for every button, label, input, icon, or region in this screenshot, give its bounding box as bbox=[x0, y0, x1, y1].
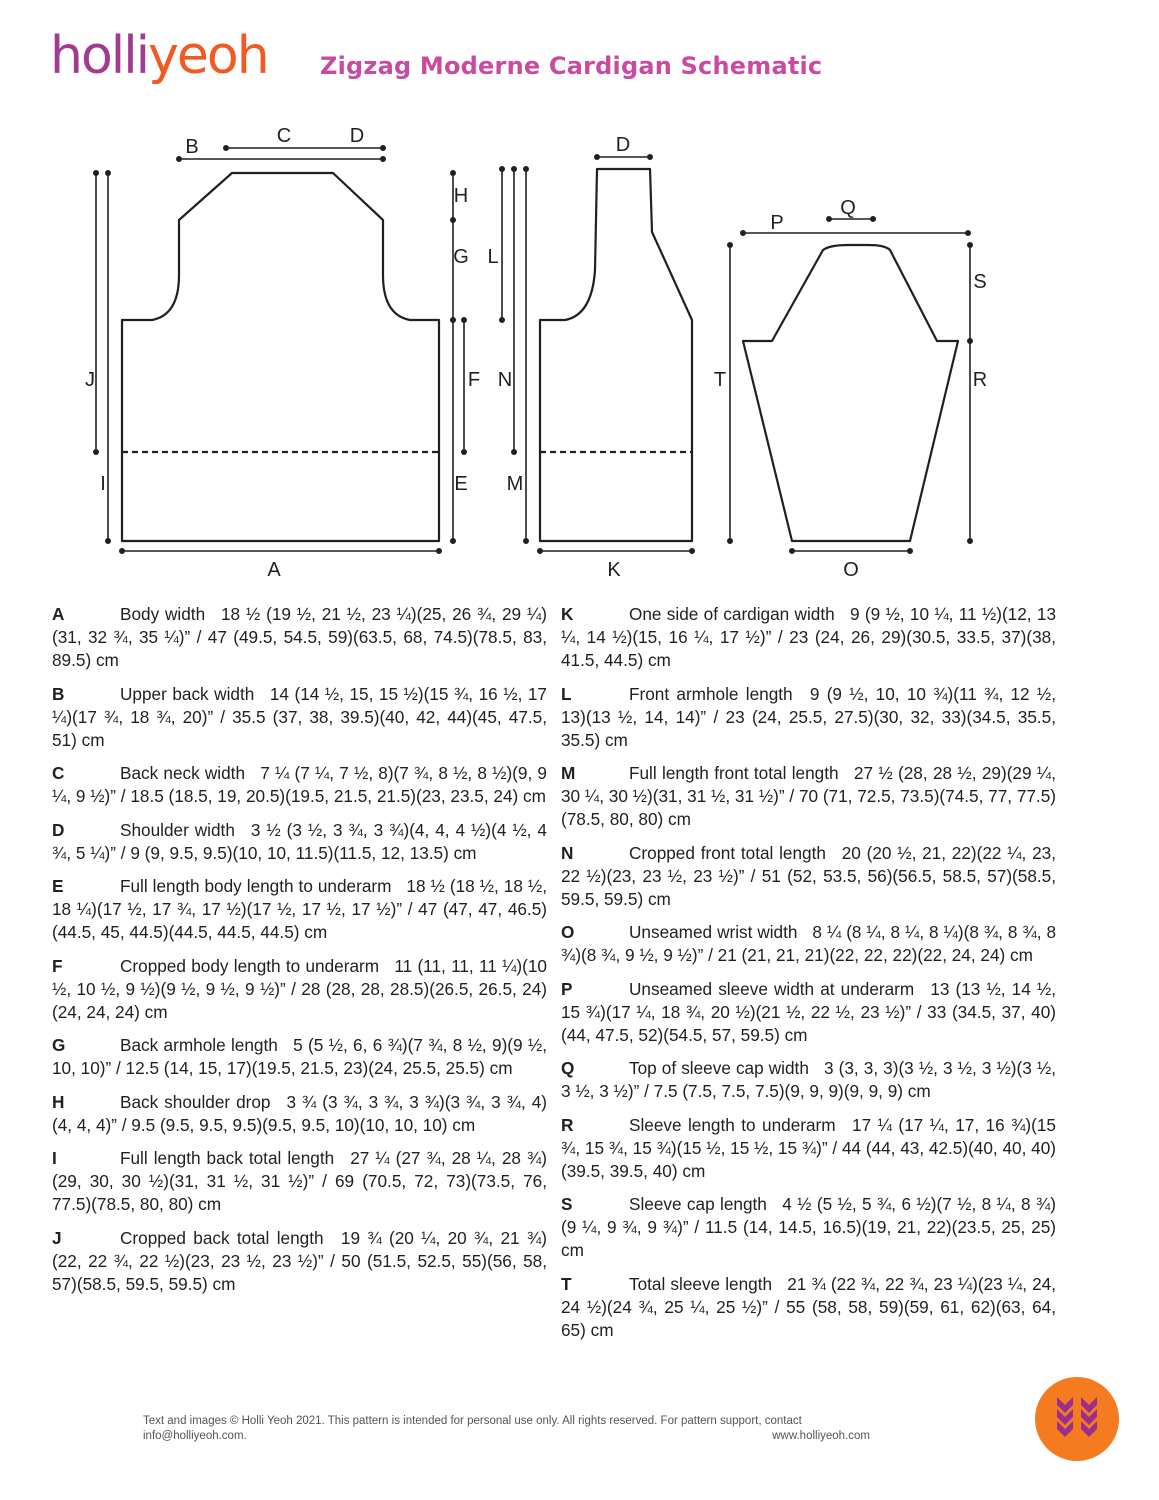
measurement-value: 11 (11, 11, 11 ¼)(10 ½, 10 ½, 9 ½)(9 ½, 9 ½, 9 ½)” / 28 (28, 28, 28.5)(26.5, 26.5, 24)(24, 24, 24) cm bbox=[52, 955, 547, 1022]
measurement-key: E bbox=[52, 876, 64, 896]
label-T: T bbox=[713, 369, 727, 391]
measurement-name: Unseamed sleeve width at underarm bbox=[629, 978, 915, 999]
knit-stitch-icon bbox=[1035, 1377, 1119, 1461]
measurement-value: 27 ¼ (27 ¾, 28 ¼, 28 ¾)(29, 30, 30 ½)(31, 31 ½, 31 ½)” / 69 (70.5, 72, 73)(73.5, 76, 77.5)(78.5, 80, 80) cm bbox=[52, 1148, 548, 1214]
measurement-key: A bbox=[52, 604, 65, 624]
measurement-value: 27 ½ (28, 28 ½, 29)(29 ¼, 30 ¼, 30 ½)(31, 31 ½, 31 ½)” / 70 (71, 72.5, 73.5)(74.5, 77, 77.5)(78.5, 80, 80) cm bbox=[561, 763, 1056, 829]
measurement-name: Back armhole length bbox=[120, 1035, 278, 1055]
label-I: I bbox=[100, 473, 106, 495]
page-title: Zigzag Moderne Cardigan Schematic bbox=[320, 52, 823, 80]
measurements-left-column bbox=[52, 603, 547, 1306]
measurement-entry bbox=[52, 819, 547, 865]
measurement-name: Total sleeve length bbox=[629, 1273, 773, 1294]
measurement-name: Body width bbox=[120, 604, 206, 624]
label-S: S bbox=[973, 271, 987, 293]
measurement-entry bbox=[561, 1193, 1056, 1262]
measurement-key: B bbox=[52, 683, 65, 704]
measurement-name: Cropped body length to underarm bbox=[120, 955, 380, 976]
measurement-entry bbox=[52, 603, 547, 672]
measurement-key: I bbox=[52, 1148, 57, 1168]
measurement-name: Cropped front total length bbox=[629, 842, 826, 863]
measurement-key: M bbox=[561, 763, 576, 783]
measurement-name: Top of sleeve cap width bbox=[629, 1058, 809, 1078]
copyright-footer bbox=[143, 1414, 870, 1444]
measurement-key: J bbox=[52, 1227, 62, 1248]
website-link[interactable]: www.holliyeoh.com bbox=[772, 1430, 870, 1442]
measurement-value: 18 ½ (19 ½, 21 ½, 23 ¼)(25, 26 ¾, 29 ¼)(31, 32 ¾, 35 ¼)” / 47 (49.5, 54.5, 59)(63.5, 68, 74.5)(78.5, 83, 89.5) cm bbox=[52, 604, 547, 670]
measurement-name: Front armhole length bbox=[629, 683, 793, 704]
measurement-entry bbox=[561, 603, 1056, 672]
measurement-entry bbox=[52, 1147, 547, 1216]
measurement-key: K bbox=[561, 604, 574, 624]
measurements-right-column bbox=[561, 603, 1056, 1352]
measurement-value: 9 (9 ½, 10 ¼, 11 ½)(12, 13 ¼, 14 ½)(15, 16 ¼, 17 ½)” / 23 (24, 26, 29)(30.5, 33.5, 37)(38, 41.5, 44.5) cm bbox=[561, 604, 1057, 670]
label-J: J bbox=[85, 369, 95, 391]
measurement-entry bbox=[561, 1273, 1056, 1342]
measurement-name: Full length body length to underarm bbox=[120, 876, 392, 896]
measurement-value: 17 ¼ (17 ¼, 17, 16 ¾)(15 ¾, 15 ¾, 15 ¾)(15 ½, 15 ½, 15 ¾)” / 44 (44, 43, 42.5)(40, 40, 40)(39.5, 39.5, 40) cm bbox=[561, 1114, 1056, 1181]
measurement-entry bbox=[561, 1114, 1056, 1183]
measurement-name: Full length front total length bbox=[629, 763, 839, 783]
measurement-value: 4 ½ (5 ½, 5 ¾, 6 ½)(7 ½, 8 ¼, 8 ¾)(9 ¼, 9 ¾, 9 ¾)” / 11.5 (14, 14.5, 16.5)(19, 21, 22)(23.5, 25, 25) cm bbox=[561, 1194, 1056, 1260]
measurement-name: Unseamed wrist width bbox=[629, 922, 798, 942]
label-B: B bbox=[185, 136, 199, 158]
label-N: N bbox=[497, 369, 513, 391]
label-K: K bbox=[607, 559, 621, 581]
measurement-entry bbox=[52, 875, 547, 944]
label-A: A bbox=[267, 559, 281, 581]
measurement-key: T bbox=[561, 1273, 572, 1294]
measurement-entry bbox=[561, 921, 1056, 967]
measurement-key: P bbox=[561, 978, 573, 999]
front-piece-outline bbox=[540, 169, 692, 541]
label-D-front: D bbox=[615, 134, 631, 156]
measurement-name: Sleeve cap length bbox=[629, 1194, 767, 1214]
measurement-key: N bbox=[561, 842, 574, 863]
brand-logo-part1: holli bbox=[50, 26, 149, 86]
measurement-name: Back neck width bbox=[120, 763, 246, 783]
measurement-name: Cropped back total length bbox=[120, 1227, 324, 1248]
measurement-entry bbox=[52, 683, 547, 752]
measurement-name: Full length back total length bbox=[120, 1148, 335, 1168]
measurement-key: O bbox=[561, 922, 575, 942]
label-C: C bbox=[276, 125, 292, 147]
measurement-name: One side of cardigan width bbox=[629, 604, 835, 624]
label-F: F bbox=[467, 369, 481, 391]
label-L: L bbox=[487, 246, 499, 268]
measurement-name: Back shoulder drop bbox=[120, 1091, 271, 1112]
measurement-entry bbox=[561, 978, 1056, 1047]
measurement-entry bbox=[561, 842, 1056, 911]
measurement-entry bbox=[561, 1057, 1056, 1103]
brand-logo bbox=[50, 26, 268, 86]
label-Q: Q bbox=[840, 197, 856, 219]
measurement-value: 5 (5 ½, 6, 6 ¾)(7 ¾, 8 ½, 9)(9 ½, 10, 10)” / 12.5 (14, 15, 17)(19.5, 21.5, 23)(24, 25.5, 25.5) cm bbox=[52, 1035, 548, 1078]
measurement-value: 3 (3, 3, 3)(3 ½, 3 ½, 3 ½)(3 ½, 3 ½, 3 ½)” / 7.5 (7.5, 7.5, 7.5)(9, 9, 9)(9, 9, 9) cm bbox=[561, 1058, 1057, 1101]
measurement-name: Shoulder width bbox=[120, 819, 235, 840]
copyright-text: Text and images © Holli Yeoh 2021. This pattern is intended for personal use only. All rights reserved. For pattern support, contact bbox=[143, 1415, 802, 1427]
measurement-key: F bbox=[52, 955, 63, 976]
support-email[interactable]: info@holliyeoh.com. bbox=[143, 1430, 247, 1442]
measurement-key: C bbox=[52, 763, 65, 783]
measurement-entry bbox=[52, 762, 547, 808]
measurement-name: Sleeve length to underarm bbox=[629, 1114, 836, 1135]
measurement-value: 18 ½ (18 ½, 18 ½, 18 ¼)(17 ½, 17 ¾, 17 ½)(17 ½, 17 ½, 17 ½)” / 47 (47, 47, 46.5)(44.5, 45, 44.5)(44.5, 44.5, 44.5) cm bbox=[52, 876, 547, 942]
measurement-key: L bbox=[561, 683, 572, 704]
measurement-value: 7 ¼ (7 ¼, 7 ½, 8)(7 ¾, 8 ½, 8 ½)(9, 9 ¼, 9 ½)” / 18.5 (18.5, 19, 20.5)(19.5, 21.5, 21.5)(23, 23.5, 24) cm bbox=[52, 763, 547, 806]
sleeve-outline bbox=[743, 245, 958, 541]
measurement-entry bbox=[561, 762, 1056, 831]
label-G: G bbox=[453, 246, 469, 268]
measurement-key: H bbox=[52, 1091, 65, 1112]
measurement-value: 8 ¼ (8 ¼, 8 ¼, 8 ¼)(8 ¾, 8 ¾, 8 ¾)(8 ¾, 9 ½, 9 ½)” / 21 (21, 21, 21)(22, 22, 22)(22, 24, 24) cm bbox=[561, 922, 1057, 965]
measurement-value: 13 (13 ½, 14 ½, 15 ¾)(17 ¼, 18 ¾, 20 ½)(21 ½, 22 ½, 23 ½)” / 33 (34.5, 37, 40)(44, 47.5, 52)(54.5, 57, 59.5) cm bbox=[561, 978, 1056, 1045]
measurement-key: S bbox=[561, 1194, 573, 1214]
measurement-value: 21 ¾ (22 ¾, 22 ¾, 23 ¼)(23 ¼, 24, 24 ½)(24 ¾, 25 ¼, 25 ½)” / 55 (58, 58, 59)(59, 61, 62)(63, 64, 65) cm bbox=[561, 1273, 1056, 1340]
measurement-name: Upper back width bbox=[120, 683, 255, 704]
measurement-value: 3 ½ (3 ½, 3 ¾, 3 ¾)(4, 4, 4 ½)(4 ½, 4 ¾, 5 ¼)” / 9 (9, 9.5, 9.5)(10, 10, 11.5)(11.5, 12, 13.5) cm bbox=[52, 819, 547, 863]
measurement-value: 14 (14 ½, 15, 15 ½)(15 ¾, 16 ½, 17 ¼)(17 ¾, 18 ¾, 20)” / 35.5 (37, 38, 39.5)(40, 42, 44)(45, 47.5, 51) cm bbox=[52, 683, 547, 750]
measurement-key: G bbox=[52, 1035, 66, 1055]
measurement-entry bbox=[52, 955, 547, 1024]
measurement-key: Q bbox=[561, 1058, 575, 1078]
measurement-value: 3 ¾ (3 ¾, 3 ¾, 3 ¾)(3 ¾, 3 ¾, 4)(4, 4, 4)” / 9.5 (9.5, 9.5, 9.5)(9.5, 9.5, 10)(10, 10, 10) cm bbox=[52, 1091, 547, 1135]
measurement-entry bbox=[52, 1034, 547, 1080]
measurement-key: D bbox=[52, 819, 65, 840]
measurement-value: 20 (20 ½, 21, 22)(22 ¼, 23, 22 ½)(23, 23 ½, 23 ½)” / 51 (52, 53.5, 56)(56.5, 58.5, 57)(58.5, 59.5, 59.5) cm bbox=[561, 842, 1056, 909]
measurement-entry bbox=[561, 683, 1056, 752]
measurement-entry bbox=[52, 1227, 547, 1296]
measurement-key: R bbox=[561, 1114, 574, 1135]
label-R: R bbox=[972, 369, 988, 391]
label-H: H bbox=[453, 185, 469, 207]
label-M: M bbox=[506, 473, 524, 495]
label-P: P bbox=[770, 212, 784, 234]
measurement-value: 19 ¾ (20 ¼, 20 ¾, 21 ¾)(22, 22 ¾, 22 ½)(23, 23 ½, 23 ½)” / 50 (51.5, 52.5, 55)(56, 58, 57)(58.5, 59.5, 59.5) cm bbox=[52, 1227, 548, 1294]
label-O: O bbox=[843, 559, 859, 581]
cardigan-schematic bbox=[0, 110, 1159, 590]
label-E: E bbox=[454, 473, 468, 495]
measurement-entry bbox=[52, 1091, 547, 1137]
measurement-value: 9 (9 ½, 10, 10 ¾)(11 ¾, 12 ½, 13)(13 ½, 14, 14)” / 23 (24, 25.5, 27.5)(30, 32, 33)(34.5, 35.5, 35.5) cm bbox=[561, 683, 1056, 750]
label-D-back: D bbox=[349, 125, 365, 147]
back-piece-outline bbox=[122, 173, 439, 541]
brand-logo-part2: yeoh bbox=[148, 26, 268, 86]
